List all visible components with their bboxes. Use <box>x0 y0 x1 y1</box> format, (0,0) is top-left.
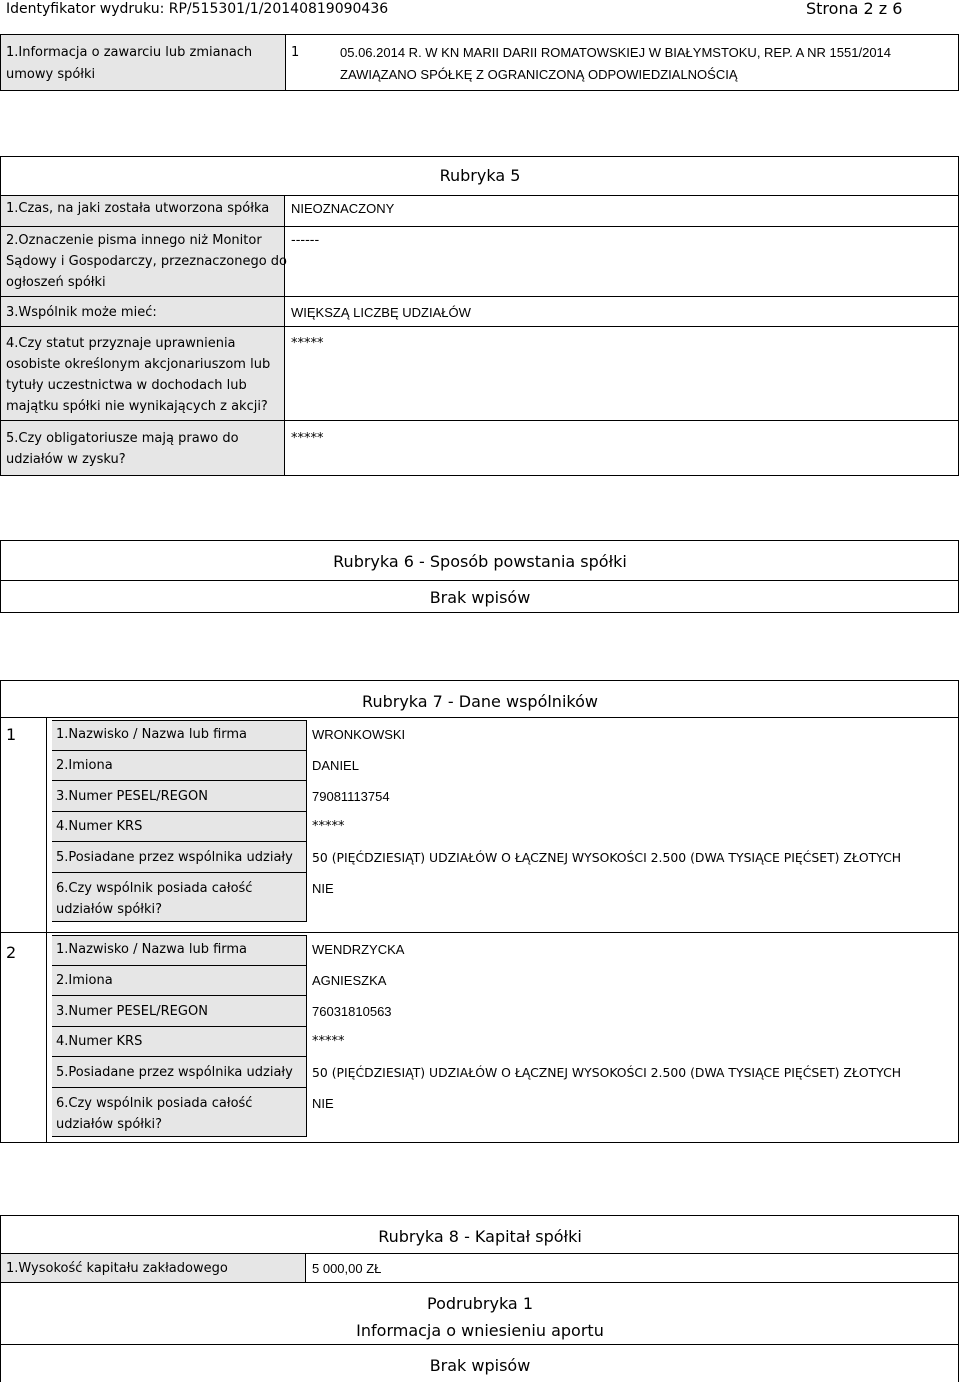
partner-2-krs-label: 4.Numer KRS <box>56 1034 143 1049</box>
capital-label: 1.Wysokość kapitału zakładowego <box>6 1261 228 1276</box>
r5-row5-value: ***** <box>291 431 324 446</box>
partner-2-all-label-1: 6.Czy wspólnik posiada całość <box>56 1096 253 1111</box>
partner-1-first: DANIEL <box>312 758 359 773</box>
top-row-number: 1 <box>291 45 300 60</box>
r5-row3-label: 3.Wspólnik może mieć: <box>6 305 157 320</box>
r5-row5-label-2: udziałów w zysku? <box>6 452 126 467</box>
r5-row5-label-1: 5.Czy obligatoriusze mają prawo do <box>6 431 239 446</box>
page-number: Strona 2 z 6 <box>806 0 903 18</box>
r5-row1-value: NIEOZNACZONY <box>291 201 395 216</box>
partner-1-first-label: 2.Imiona <box>56 758 113 773</box>
r5-row4-label-4: majątku spółki nie wynikających z akcji? <box>6 399 268 414</box>
r5-row4-label-2: osobiste określonym akcjonariuszom lub <box>6 357 271 372</box>
partner-2-first-label: 2.Imiona <box>56 973 113 988</box>
r5-row4-label-1: 4.Czy statut przyznaje uprawnienia <box>6 336 236 351</box>
rubryka-7-title: Rubryka 7 - Dane wspólników <box>362 692 598 711</box>
r5-row4-value: ***** <box>291 336 324 351</box>
r5-row2-value: ------ <box>291 233 320 248</box>
partner-1-all: NIE <box>312 881 334 896</box>
partner-2-shares: 50 (PIĘĆDZIESIĄT) UDZIAŁÓW O ŁĄCZNEJ WYSOKOŚCI 2.500 (DWA TYSIĄCE PIĘĆSET) ZŁOTYCH <box>312 1065 902 1080</box>
partner-2-name: WENDRZYCKA <box>312 942 405 957</box>
partner-2-krs: ***** <box>312 1034 345 1049</box>
partner-1-pesel-label: 3.Numer PESEL/REGON <box>56 789 208 804</box>
partner-1-all-label-2: udziałów spółki? <box>56 902 163 917</box>
partner-2-all-label-2: udziałów spółki? <box>56 1117 163 1132</box>
partner-1-all-label-1: 6.Czy wspólnik posiada całość <box>56 881 253 896</box>
partner-2-shares-label: 5.Posiadane przez wspólnika udziały <box>56 1065 293 1080</box>
top-row-frame <box>0 34 959 91</box>
partner-2-all: NIE <box>312 1096 334 1111</box>
capital-value: 5 000,00 ZŁ <box>312 1261 382 1276</box>
partner-2-name-label: 1.Nazwisko / Nazwa lub firma <box>56 942 248 957</box>
r5-row3-value: WIĘKSZĄ LICZBĘ UDZIAŁÓW <box>291 305 471 320</box>
r5-row2-label-3: ogłoszeń spółki <box>6 275 106 290</box>
partner-1-krs-label: 4.Numer KRS <box>56 819 143 834</box>
top-row-label-1: 1.Informacja o zawarciu lub zmianach <box>6 45 253 60</box>
top-row-label-2: umowy spółki <box>6 67 96 82</box>
top-row-value-2: ZAWIĄZANO SPÓŁKĘ Z OGRANICZONĄ ODPOWIEDZIALNOŚCIĄ <box>340 67 738 82</box>
partner-1-krs: ***** <box>312 819 345 834</box>
r5-row2-label-1: 2.Oznaczenie pisma innego niż Monitor <box>6 233 262 248</box>
podrubryka-1-empty: Brak wpisów <box>429 1356 531 1375</box>
partner-1-number: 1 <box>6 725 17 744</box>
rubryka-5-title: Rubryka 5 <box>439 166 521 185</box>
top-row-value-1: 05.06.2014 R. W KN MARII DARII ROMATOWSKIEJ W BIAŁYMSTOKU, REP. A NR 1551/2014 <box>340 45 892 60</box>
partner-2-pesel: 76031810563 <box>312 1004 392 1019</box>
partner-1-pesel: 79081113754 <box>312 789 390 804</box>
rubryka-6-title: Rubryka 6 - Sposób powstania spółki <box>333 552 627 571</box>
partner-2-pesel-label: 3.Numer PESEL/REGON <box>56 1004 208 1019</box>
partner-2-first: AGNIESZKA <box>312 973 387 988</box>
partner-1-shares: 50 (PIĘĆDZIESIĄT) UDZIAŁÓW O ŁĄCZNEJ WYSOKOŚCI 2.500 (DWA TYSIĄCE PIĘĆSET) ZŁOTYCH <box>312 850 902 865</box>
podrubryka-1-subtitle: Informacja o wniesieniu aportu <box>356 1321 604 1340</box>
podrubryka-1-title: Podrubryka 1 <box>427 1294 533 1313</box>
r5-row2-label-2: Sądowy i Gospodarczy, przeznaczonego do <box>6 254 287 269</box>
r5-row4-label-3: tytuły uczestnictwa w dochodach lub <box>6 378 247 393</box>
partner-1-name: WRONKOWSKI <box>312 727 406 742</box>
r5-row1-label: 1.Czas, na jaki została utworzona spółka <box>6 201 270 216</box>
partner-2-number: 2 <box>6 943 17 962</box>
rubryka-6-empty: Brak wpisów <box>429 588 531 607</box>
print-identifier: Identyfikator wydruku: RP/515301/1/20140819090436 <box>6 1 389 17</box>
rubryka-8-title: Rubryka 8 - Kapitał spółki <box>378 1227 582 1246</box>
partner-1-name-label: 1.Nazwisko / Nazwa lub firma <box>56 727 248 742</box>
partner-1-shares-label: 5.Posiadane przez wspólnika udziały <box>56 850 293 865</box>
